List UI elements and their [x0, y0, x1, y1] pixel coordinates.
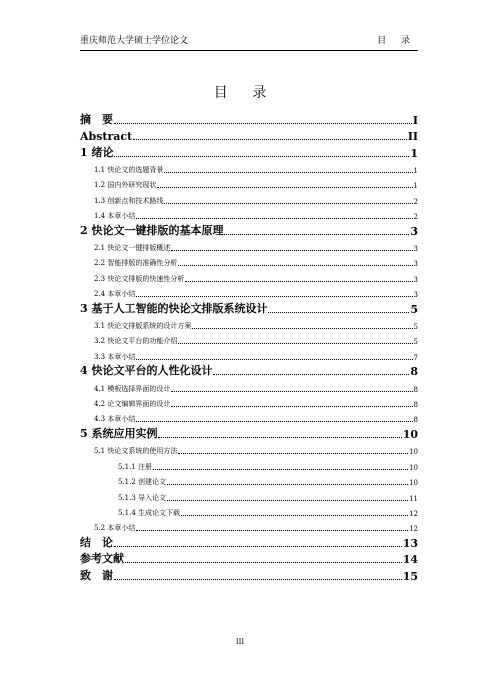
- toc-leader-dots: [171, 246, 412, 251]
- toc-entry-page: 1: [413, 182, 418, 191]
- toc-entry-label: 1.2 国内外研究现状: [94, 181, 157, 190]
- toc-leader-dots: [153, 465, 408, 470]
- toc-leader-dots: [178, 261, 412, 266]
- toc-entry-page: 1: [410, 146, 418, 160]
- toc-entry-label: 1.1 快论文的选题背景: [94, 165, 164, 174]
- toc-entry-page: 8: [413, 401, 418, 410]
- toc-entry-label: 4.3 本章小结: [94, 415, 136, 424]
- toc-entry-level-1[interactable]: [80, 550, 418, 567]
- toc-entry-label: 4.1 模板选择界面的设计: [94, 384, 171, 393]
- toc-entry-label: 参考文献: [80, 552, 124, 566]
- toc-leader-dots: [114, 575, 402, 580]
- toc-entry-level-3[interactable]: [80, 472, 418, 487]
- toc-entry-page: 8: [410, 365, 418, 379]
- toc-leader-dots: [125, 558, 402, 563]
- toc-entry-level-1[interactable]: [80, 424, 418, 441]
- toc-entry-page: 5: [413, 338, 418, 347]
- toc-entry-label: 3.2 快论文平台的功能介绍: [94, 337, 178, 346]
- toc-entry-label: 3.1 快论文排版系统的设计方案: [94, 322, 192, 331]
- toc-entry-label: Abstract: [80, 130, 133, 143]
- toc-entry-label: 3.3 本章小结: [94, 352, 136, 361]
- toc-entry-label: 1.3 创新点和技术路线: [94, 196, 164, 205]
- toc-leader-dots: [133, 135, 407, 140]
- toc-leader-dots: [114, 542, 402, 547]
- toc-leader-dots: [167, 496, 408, 501]
- toc-entry-page: 10: [409, 448, 418, 457]
- toc-leader-dots: [136, 417, 412, 422]
- page-title: 目 录: [213, 85, 277, 101]
- toc-entry-page: 3: [410, 224, 418, 238]
- toc-entry-label: 2.3 快论文排版的快速性分析: [94, 274, 185, 283]
- toc-entry-level-1[interactable]: [80, 533, 418, 550]
- toc-leader-dots: [158, 433, 401, 438]
- toc-entry-page: 10: [402, 427, 418, 441]
- toc-entry-page: 2: [413, 213, 418, 222]
- toc-entry-page: II: [407, 130, 418, 143]
- toc-entry-label: 5.1.1 注册: [118, 462, 153, 471]
- toc-leader-dots: [114, 152, 409, 157]
- toc-entry-level-1[interactable]: [80, 362, 418, 379]
- toc-entry-label: 5.1.2 创建论文: [118, 478, 167, 487]
- toc-entry-label: 致 谢: [80, 568, 113, 582]
- toc-entry-page: 8: [413, 416, 418, 425]
- toc-entry-level-2[interactable]: [80, 441, 418, 456]
- toc-entry-page: 12: [409, 525, 418, 534]
- toc-entry-level-2[interactable]: [80, 206, 418, 221]
- toc-entry-label: 5.2 本章小结: [94, 524, 136, 533]
- toc-entry-page: 3: [413, 275, 418, 284]
- toc-entry-page: 1: [413, 166, 418, 175]
- toc-entry-label: 结 论: [80, 535, 113, 549]
- toc-entry-label: 2.1 快论文一键排版概述: [94, 243, 171, 252]
- toc-entry-page: 8: [413, 385, 418, 394]
- toc-entry-page: 10: [409, 463, 418, 472]
- toc-entry-page: 12: [409, 509, 418, 518]
- toc-entry-level-2[interactable]: [80, 253, 418, 268]
- toc-entry-label: 5.1.4 生成论文下载: [118, 508, 181, 517]
- toc-entry-label: 5 系统应用实例: [80, 426, 158, 440]
- toc-leader-dots: [268, 308, 409, 313]
- toc-entry-page: 10: [409, 479, 418, 488]
- toc-entry-label: 2.4 本章小结: [94, 290, 136, 299]
- toc-leader-dots: [178, 339, 412, 344]
- toc-entry-label: 2.2 智能排版的准确性分析: [94, 259, 178, 268]
- toc-entry-level-1[interactable]: [80, 127, 418, 144]
- toc-entry-level-2[interactable]: [80, 284, 418, 299]
- toc-entry-page: 15: [402, 569, 418, 583]
- toc-entry-page: I: [412, 113, 418, 127]
- header-thesis-title: 重庆师范大学硕士学位论文: [80, 36, 189, 46]
- toc-leader-dots: [185, 277, 412, 282]
- toc-entry-label: 3 基于人工智能的快论文排版系统设计: [80, 301, 268, 315]
- toc-entry-level-2[interactable]: [80, 160, 418, 175]
- toc-entry-label: 1 绪论: [80, 145, 114, 159]
- toc-entry-label: 2 快论文一键排版的基本原理: [80, 223, 224, 237]
- toc-entry-level-2[interactable]: [80, 316, 418, 331]
- toc-entry-level-2[interactable]: [80, 378, 418, 393]
- toc-entry-level-2[interactable]: [80, 518, 418, 533]
- toc-entry-level-1[interactable]: [80, 221, 418, 238]
- toc-leader-dots: [167, 480, 408, 485]
- toc-entry-label: 5.1 快论文系统的使用方法: [94, 447, 178, 456]
- toc-entry-level-2[interactable]: [80, 175, 418, 190]
- toc-entry-page: 11: [409, 494, 418, 503]
- toc-entry-level-1[interactable]: [80, 299, 418, 316]
- toc-leader-dots: [136, 526, 408, 531]
- toc-entry-label: 摘 要: [80, 112, 113, 126]
- toc-entry-label: 4 快论文平台的人性化设计: [80, 364, 213, 378]
- header-section-title: 目 录: [377, 36, 416, 46]
- toc-entry-level-2[interactable]: [80, 268, 418, 283]
- toc-entry-label: 4.2 论文编辑界面的设计: [94, 400, 171, 409]
- toc-leader-dots: [171, 387, 412, 392]
- toc-leader-dots: [157, 183, 412, 188]
- toc-entry-level-1[interactable]: [80, 110, 418, 127]
- toc-leader-dots: [164, 168, 412, 173]
- toc-leader-dots: [164, 199, 412, 204]
- toc-entry-level-2[interactable]: [80, 409, 418, 424]
- toc-entry-level-1[interactable]: [80, 143, 418, 160]
- running-header: [80, 34, 418, 51]
- toc-entry-page: 3: [413, 291, 418, 300]
- toc-entry-level-2[interactable]: [80, 331, 418, 346]
- toc-leader-dots: [181, 511, 408, 516]
- toc-entry-label: 1.4 本章小结: [94, 212, 136, 221]
- toc-entry-label: 5.1.3 导入论文: [118, 493, 167, 502]
- toc-entry-page: 5: [410, 302, 418, 316]
- table-of-contents: [80, 110, 418, 583]
- toc-entry-level-1[interactable]: [80, 566, 418, 583]
- toc-entry-level-3[interactable]: [80, 503, 418, 518]
- toc-leader-dots: [192, 324, 412, 329]
- toc-entry-level-2[interactable]: [80, 238, 418, 253]
- toc-leader-dots: [178, 449, 408, 454]
- toc-entry-page: 14: [402, 553, 418, 567]
- toc-leader-dots: [136, 355, 412, 360]
- toc-entry-page: 5: [413, 323, 418, 332]
- toc-entry-page: 13: [402, 536, 418, 550]
- toc-entry-level-3[interactable]: [80, 487, 418, 502]
- toc-entry-page: 3: [413, 260, 418, 269]
- toc-entry-page: 3: [413, 244, 418, 253]
- toc-leader-dots: [213, 370, 409, 375]
- toc-entry-level-2[interactable]: [80, 346, 418, 361]
- toc-entry-page: 7: [413, 353, 418, 362]
- toc-entry-page: 2: [413, 197, 418, 206]
- toc-leader-dots: [224, 230, 409, 235]
- toc-entry-level-2[interactable]: [80, 394, 418, 409]
- toc-leader-dots: [136, 292, 412, 297]
- toc-leader-dots: [114, 119, 412, 124]
- toc-leader-dots: [171, 402, 412, 407]
- page-number: III: [235, 638, 245, 646]
- toc-entry-level-3[interactable]: [80, 456, 418, 471]
- toc-entry-level-2[interactable]: [80, 190, 418, 205]
- toc-leader-dots: [136, 214, 412, 219]
